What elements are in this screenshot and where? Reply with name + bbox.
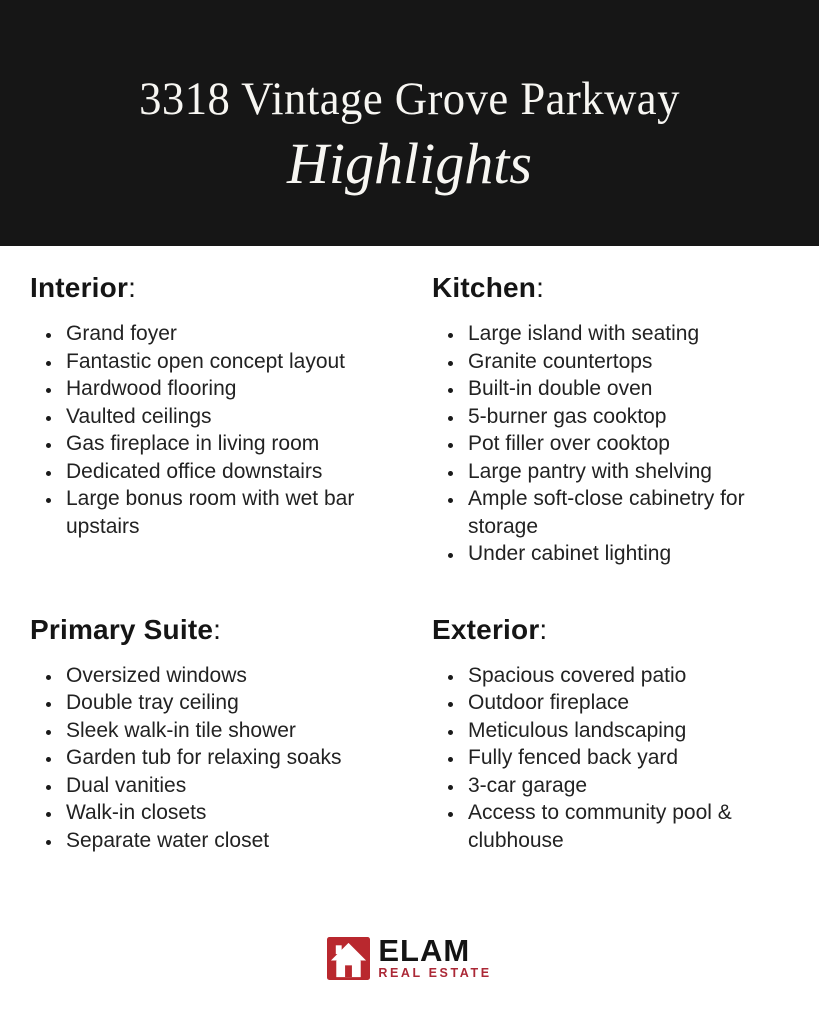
feature-item: • Double tray ceiling — [63, 689, 432, 717]
section-heading-kitchen — [432, 270, 791, 306]
feature-item: • Walk-in closets — [63, 799, 432, 827]
feature-item: • Large pantry with shelving — [465, 458, 791, 486]
brand-subtitle: REAL ESTATE — [378, 966, 492, 980]
section-title: Primary Suite — [30, 613, 214, 645]
feature-item: • Outdoor fireplace — [465, 689, 791, 717]
section-title: Interior — [30, 272, 129, 303]
feature-item: • Oversized windows — [63, 662, 432, 690]
section-title-colon: : — [539, 613, 548, 645]
feature-item: • Meticulous landscaping — [465, 717, 791, 745]
brand-footer — [0, 933, 819, 980]
feature-item: • Ample soft-close cabinetry for storage — [465, 485, 791, 540]
feature-item: • Large island with seating — [465, 320, 791, 348]
feature-item: • 3-car garage — [465, 772, 791, 800]
section-title: Kitchen — [432, 272, 537, 303]
feature-item: • Gas fireplace in living room — [63, 430, 432, 458]
page-title: Highlights — [287, 131, 532, 196]
feature-item: • Vaulted ceilings — [63, 403, 432, 431]
section-heading-interior — [30, 270, 432, 306]
feature-list-interior — [30, 320, 432, 540]
section-primary-suite — [30, 612, 432, 855]
highlights-grid — [0, 246, 819, 854]
feature-item: • Spacious covered patio — [465, 662, 791, 690]
feature-item: • Hardwood flooring — [63, 375, 432, 403]
section-title-colon: : — [536, 272, 545, 303]
feature-item: • Fantastic open concept layout — [63, 348, 432, 376]
feature-list-primary-suite — [30, 662, 432, 855]
feature-item: • Built-in double oven — [465, 375, 791, 403]
section-heading-exterior — [432, 612, 791, 648]
feature-item: • 5-burner gas cooktop — [465, 403, 791, 431]
house-logo-icon — [327, 937, 370, 980]
section-heading-primary-suite — [30, 612, 432, 648]
section-title-colon: : — [128, 272, 137, 303]
feature-item: • Separate water closet — [63, 827, 432, 855]
section-exterior — [432, 612, 791, 855]
feature-item: • Granite countertops — [465, 348, 791, 376]
feature-item: • Pot filler over cooktop — [465, 430, 791, 458]
feature-list-kitchen — [432, 320, 791, 568]
brand-wordmark — [378, 933, 492, 980]
section-title: Exterior — [432, 613, 540, 645]
feature-item: • Large bonus room with wet bar upstairs — [63, 485, 432, 540]
section-interior — [30, 270, 432, 568]
brand-name: ELAM — [378, 933, 471, 968]
section-kitchen — [432, 270, 791, 568]
property-address: 3318 Vintage Grove Parkway — [139, 73, 680, 125]
feature-item: • Grand foyer — [63, 320, 432, 348]
feature-item: • Dual vanities — [63, 772, 432, 800]
feature-item: • Dedicated office downstairs — [63, 458, 432, 486]
feature-item: • Access to community pool & clubhouse — [465, 799, 791, 854]
feature-item: • Fully fenced back yard — [465, 744, 791, 772]
feature-item: • Garden tub for relaxing soaks — [63, 744, 432, 772]
feature-item: • Under cabinet lighting — [465, 540, 791, 568]
feature-item: • Sleek walk-in tile shower — [63, 717, 432, 745]
feature-list-exterior — [432, 662, 791, 855]
section-title-colon: : — [213, 613, 222, 645]
header-banner — [0, 0, 819, 246]
